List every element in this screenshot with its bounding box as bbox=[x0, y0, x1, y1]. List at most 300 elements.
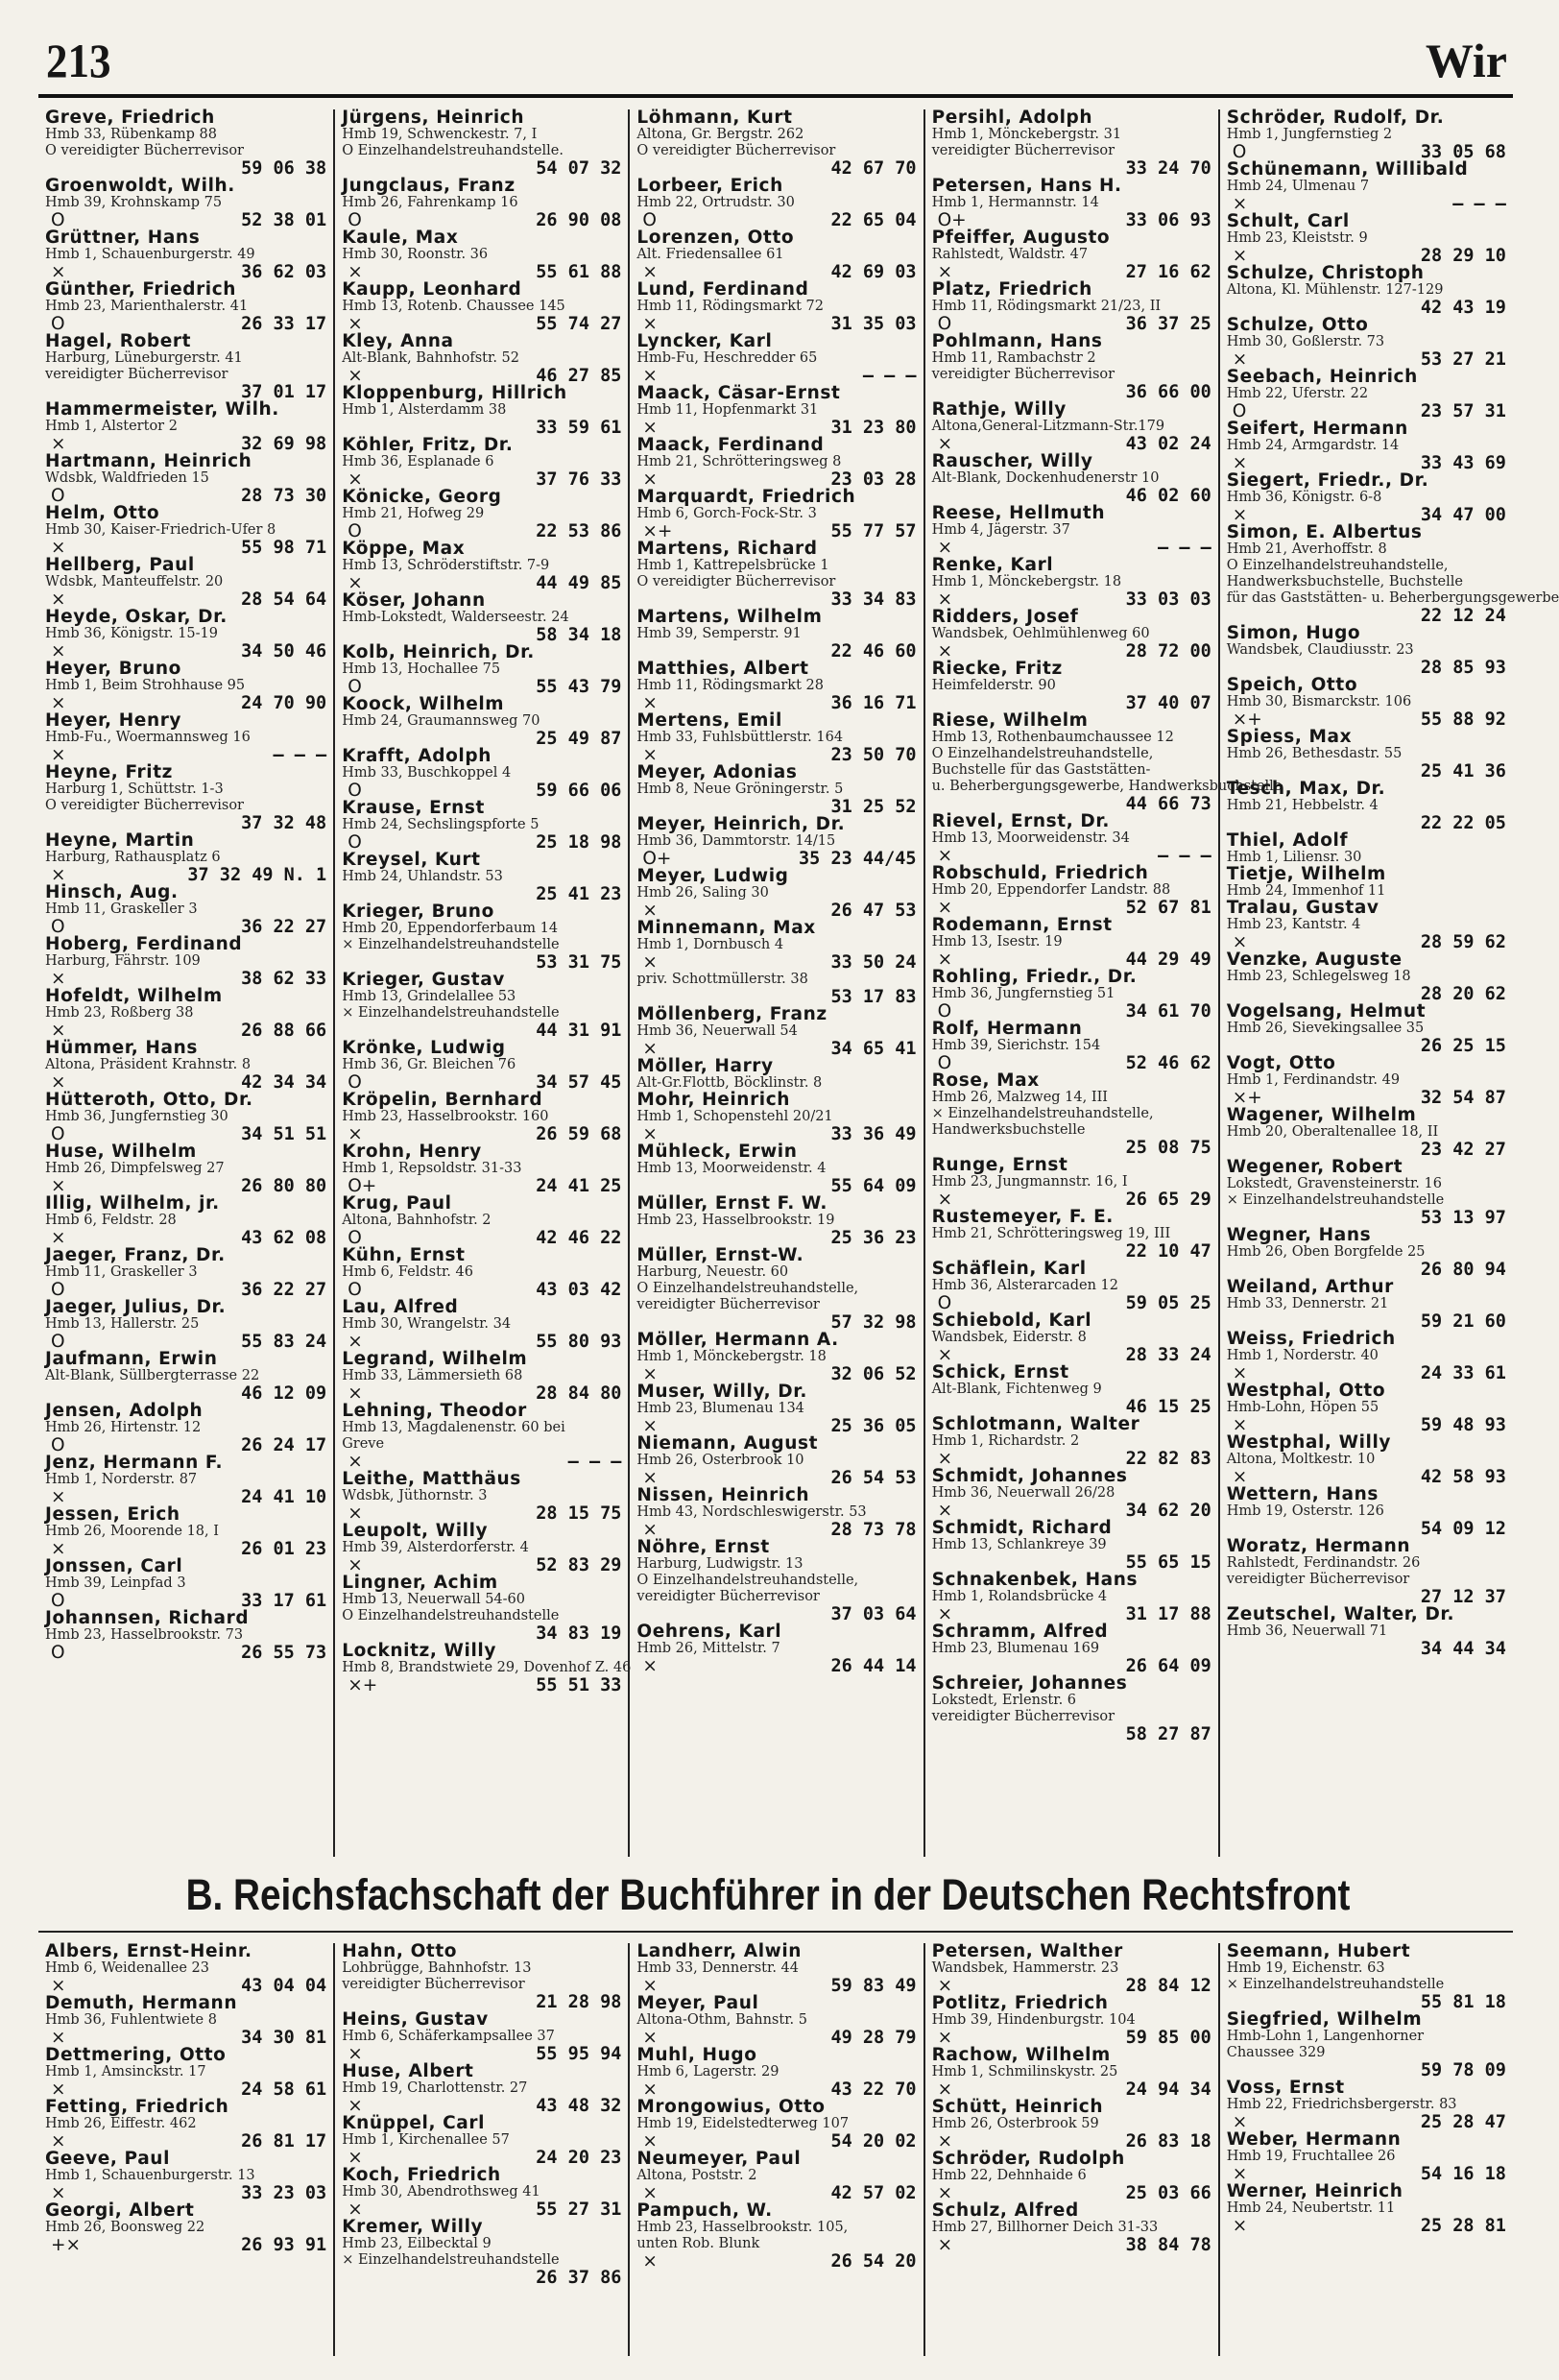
entry-name: Seebach, Heinrich bbox=[1226, 367, 1418, 387]
entry-name: Lund, Ferdinand bbox=[636, 279, 809, 300]
directory-entry bbox=[932, 813, 1211, 865]
directory-column bbox=[923, 1943, 1218, 2356]
entry-phone-line bbox=[1227, 933, 1506, 951]
directory-entry bbox=[636, 2151, 916, 2202]
entry-phone-number: 25 41 23 bbox=[536, 884, 622, 904]
entry-detail: Hmb 23, Kantstr. 4 bbox=[1226, 917, 1361, 932]
directory-entry bbox=[45, 1040, 326, 1092]
directory-entry bbox=[1227, 1943, 1506, 2011]
entry-phone-line bbox=[342, 1384, 621, 1403]
entry-phone-line bbox=[1227, 607, 1506, 625]
entry-detail: Hmb 1, Alstertor 2 bbox=[45, 419, 178, 434]
entry-phone-line bbox=[342, 1281, 621, 1299]
entry-phone-number: 27 12 37 bbox=[1420, 1587, 1506, 1607]
entry-phone-line bbox=[342, 2269, 621, 2287]
entry-phone-line bbox=[932, 2029, 1211, 2047]
entry-name: Legrand, Wilhelm bbox=[342, 1349, 528, 1369]
entry-service-mark: O bbox=[348, 521, 362, 541]
directory-entry bbox=[932, 229, 1211, 281]
entry-phone-number: 42 46 22 bbox=[536, 1228, 622, 1248]
directory-entry bbox=[636, 1332, 916, 1383]
entry-service-mark: × bbox=[937, 538, 953, 558]
entry-name: Kley, Anna bbox=[342, 331, 454, 351]
entry-phone-number: 31 17 88 bbox=[1125, 1604, 1211, 1624]
directory-entry bbox=[636, 1383, 916, 1435]
entry-name: Günther, Friedrich bbox=[45, 279, 237, 300]
directory-column bbox=[38, 109, 333, 1857]
entry-phone-line bbox=[342, 2200, 621, 2219]
entry-phone-line bbox=[45, 918, 326, 936]
entry-phone-line bbox=[636, 2080, 916, 2099]
entry-phone-number: 28 29 10 bbox=[1420, 246, 1506, 266]
entry-detail: Hmb 33, Dennerstr. 44 bbox=[636, 1960, 800, 1976]
entry-phone-number: 26 83 18 bbox=[1125, 2131, 1211, 2152]
entry-phone-line bbox=[1227, 299, 1506, 317]
entry-name: Schiebold, Karl bbox=[931, 1310, 1092, 1331]
entry-phone-line bbox=[1227, 985, 1506, 1003]
entry-detail: Hmb 36, Alsterarcaden 12 bbox=[931, 1278, 1119, 1293]
entry-detail: Hmb 13, Magdalenenstr. 60 bei bbox=[342, 1420, 565, 1435]
directory-entry bbox=[342, 229, 621, 281]
entry-phone-line bbox=[45, 1022, 326, 1040]
entry-detail: Hmb 6, Feldstr. 46 bbox=[342, 1264, 473, 1280]
entry-phone-number: 26 81 17 bbox=[241, 2131, 327, 2152]
directory-entry bbox=[45, 1610, 326, 1662]
entry-phone-line bbox=[45, 539, 326, 557]
directory-entry bbox=[342, 972, 621, 1040]
entry-phone-number: 25 08 75 bbox=[1125, 1138, 1211, 1158]
entry-name: Weiland, Arthur bbox=[1226, 1277, 1394, 1297]
entry-phone-line bbox=[1227, 1588, 1506, 1606]
entry-detail: Hmb 39, Sierichstr. 154 bbox=[931, 1038, 1101, 1053]
directory-entry bbox=[636, 2099, 916, 2151]
entry-service-mark: × bbox=[937, 2183, 953, 2203]
entry-phone-number: 23 42 27 bbox=[1420, 1140, 1506, 1160]
entry-service-mark: × bbox=[51, 2183, 66, 2203]
directory-entry bbox=[636, 1058, 916, 1092]
entry-detail: Hmb 30, Roonstr. 36 bbox=[342, 247, 489, 262]
entry-phone-number: 26 80 94 bbox=[1420, 1260, 1506, 1280]
directory-entry bbox=[342, 2167, 621, 2219]
entry-name: Reese, Hellmuth bbox=[931, 503, 1106, 523]
entry-phone-line bbox=[342, 263, 621, 281]
entry-name: Rauscher, Willy bbox=[931, 451, 1093, 471]
entry-phone-number: 25 18 98 bbox=[536, 832, 622, 853]
entry-phone-line bbox=[636, 211, 916, 229]
entry-phone-number: 42 58 93 bbox=[1420, 1467, 1506, 1487]
entry-service-mark: × bbox=[51, 745, 66, 765]
entry-detail: Harburg, Neuestr. 60 bbox=[636, 1264, 789, 1280]
entry-name: Koock, Wilhelm bbox=[342, 694, 505, 714]
entry-phone-number: 38 84 78 bbox=[1125, 2235, 1211, 2255]
entry-phone-number: 26 54 53 bbox=[830, 1468, 917, 1488]
entry-name: Mohr, Heinrich bbox=[636, 1090, 791, 1110]
directory-entry bbox=[1227, 625, 1506, 677]
directory-entry bbox=[932, 1520, 1211, 1572]
entry-service-mark: × bbox=[937, 1345, 953, 1365]
entry-name: Meyer, Paul bbox=[636, 1993, 759, 2013]
directory-entry bbox=[636, 920, 916, 972]
entry-name: Locknitz, Willy bbox=[342, 1641, 497, 1661]
entry-phone-number: 24 41 10 bbox=[241, 1487, 327, 1507]
entry-name: Siegfried, Wilhelm bbox=[1226, 2009, 1423, 2030]
entry-detail: Hmb 1, Mönckebergstr. 31 bbox=[931, 127, 1122, 142]
entry-detail: Hmb 43, Nordschleswigerstr. 53 bbox=[636, 1504, 867, 1520]
entry-detail: Hmb 39, Hindenburgstr. 104 bbox=[931, 2012, 1136, 2028]
directory-entry bbox=[45, 1995, 326, 2047]
directory-entry bbox=[342, 1195, 621, 1247]
directory-entry bbox=[45, 832, 326, 884]
entry-phone-line bbox=[342, 1624, 621, 1643]
directory-entry bbox=[1227, 2131, 1506, 2183]
entry-name: Pohlmann, Hans bbox=[931, 331, 1103, 351]
entry-detail: vereidigter Bücherrevisor bbox=[931, 367, 1115, 382]
directory-entry bbox=[342, 852, 621, 903]
entry-name: Köppe, Max bbox=[342, 539, 466, 559]
entry-service-mark: × bbox=[1232, 453, 1248, 473]
entry-phone-number: 36 22 27 bbox=[241, 1280, 327, 1300]
entry-name: Hellberg, Paul bbox=[45, 555, 195, 575]
entry-name: Hartmann, Heinrich bbox=[45, 451, 252, 471]
directory-entry bbox=[636, 385, 916, 437]
entry-phone-line bbox=[932, 795, 1211, 813]
entry-phone-line bbox=[342, 1993, 621, 2011]
entry-phone-number: 28 72 00 bbox=[1125, 641, 1211, 661]
entry-name: Marquardt, Friedrich bbox=[636, 487, 856, 507]
entry-name: Hahn, Otto bbox=[342, 1941, 458, 1961]
entry-name: Schulze, Christoph bbox=[1226, 263, 1425, 283]
entry-phone-number: 43 02 24 bbox=[1125, 434, 1211, 454]
entry-service-mark: × bbox=[642, 2131, 658, 2152]
entry-detail: Hmb 24, Armgardstr. 14 bbox=[1226, 438, 1400, 453]
entry-service-mark: × bbox=[937, 434, 953, 454]
entry-service-mark: × bbox=[937, 262, 953, 282]
entry-detail: Altona, Moltkestr. 10 bbox=[1226, 1452, 1376, 1467]
directory-entry bbox=[1227, 472, 1506, 524]
entry-phone-line bbox=[45, 383, 326, 401]
entry-name: Koch, Friedrich bbox=[342, 2165, 501, 2185]
entry-phone-line bbox=[636, 2184, 916, 2202]
entry-detail: Hmb 22, Ortrudstr. 30 bbox=[636, 195, 795, 210]
directory-entry bbox=[636, 1247, 916, 1332]
directory-column bbox=[333, 1943, 628, 2356]
entry-phone-number: 55 95 94 bbox=[536, 2044, 622, 2064]
entry-detail: Hmb 24, Ulmenau 7 bbox=[1226, 179, 1370, 194]
entry-phone-number: 28 84 80 bbox=[536, 1383, 622, 1404]
entry-detail: Wandsbek, Eiderstr. 8 bbox=[931, 1330, 1087, 1345]
entry-phone-line bbox=[1227, 710, 1506, 729]
entry-name: Simon, Hugo bbox=[1226, 623, 1361, 643]
entry-detail: vereidigter Bücherrevisor bbox=[1226, 1572, 1410, 1587]
directory-entry bbox=[45, 764, 326, 832]
directory-column bbox=[628, 109, 923, 1857]
entry-detail: Chaussee 329 bbox=[1226, 2045, 1326, 2060]
directory-entry bbox=[1227, 832, 1506, 866]
directory-entry bbox=[45, 884, 326, 936]
entry-service-mark: × bbox=[642, 1976, 658, 1996]
entry-phone-number: 36 22 27 bbox=[241, 917, 327, 937]
entry-service-mark: O bbox=[937, 1053, 952, 1073]
entry-detail: Hmb 6, Feldstr. 28 bbox=[45, 1213, 177, 1228]
entry-name: Lyncker, Karl bbox=[636, 331, 773, 351]
entry-phone-number: 25 28 47 bbox=[1420, 2112, 1506, 2132]
entry-name: Groenwoldt, Wilh. bbox=[45, 176, 235, 196]
entry-phone-line bbox=[1227, 1141, 1506, 1159]
entry-phone-number: 36 66 00 bbox=[1125, 382, 1211, 402]
entry-service-mark: O bbox=[348, 1072, 362, 1093]
entry-name: Krieger, Bruno bbox=[342, 902, 494, 922]
entry-detail: Hmb 11, Graskeller 3 bbox=[45, 1264, 198, 1280]
entry-detail: Hmb 36, Esplanade 6 bbox=[342, 454, 494, 469]
entry-phone-line bbox=[932, 1977, 1211, 1995]
entry-name: Jessen, Erich bbox=[45, 1504, 180, 1525]
entry-detail: Alt-Blank, Bahnhofstr. 52 bbox=[342, 350, 519, 366]
entry-detail: Hmb 13, Rotenb. Chaussee 145 bbox=[342, 299, 565, 314]
entry-name: Lingner, Achim bbox=[342, 1573, 498, 1593]
entry-phone-line bbox=[636, 1657, 916, 1675]
entry-phone-line bbox=[932, 1294, 1211, 1312]
directory-entry bbox=[636, 1487, 916, 1539]
entry-name: Demuth, Hermann bbox=[45, 1993, 238, 2013]
entry-service-mark: O bbox=[348, 1280, 362, 1300]
entry-phone-number: 54 20 02 bbox=[830, 2131, 917, 2152]
directory-entry bbox=[1227, 729, 1506, 781]
entry-phone-line bbox=[932, 539, 1211, 557]
directory-entry bbox=[45, 1247, 326, 1299]
entry-phone-number: 21 28 98 bbox=[536, 1992, 622, 2012]
entry-phone-line bbox=[45, 866, 326, 884]
directory-entry bbox=[342, 748, 621, 800]
directory-entry bbox=[342, 592, 621, 644]
entry-phone-line bbox=[932, 1553, 1211, 1572]
directory-entry bbox=[342, 437, 621, 489]
entry-service-mark: O bbox=[348, 1228, 362, 1248]
directory-entry bbox=[932, 401, 1211, 453]
directory-entry bbox=[636, 2202, 916, 2271]
entry-phone-number: 46 27 85 bbox=[536, 366, 622, 386]
entry-phone-number: 57 32 98 bbox=[830, 1312, 917, 1333]
entry-phone-line bbox=[636, 263, 916, 281]
entry-service-mark: × bbox=[937, 1190, 953, 1210]
entry-service-mark: × bbox=[51, 1976, 66, 1996]
entry-detail: Hmb 33, Buschkoppel 4 bbox=[342, 765, 512, 781]
entry-phone-line bbox=[932, 383, 1211, 401]
entry-name: Muser, Willy, Dr. bbox=[636, 1382, 807, 1402]
entry-name: Kremer, Willy bbox=[342, 2217, 484, 2237]
directory-entry bbox=[342, 1523, 621, 1575]
entry-name: Woratz, Hermann bbox=[1226, 1536, 1411, 1556]
entry-phone-line bbox=[342, 1125, 621, 1143]
entry-name: Krause, Ernst bbox=[342, 798, 485, 818]
directory-entry bbox=[45, 557, 326, 609]
entry-name: Schnakenbek, Hans bbox=[931, 1570, 1139, 1590]
entry-service-mark: × bbox=[642, 2251, 658, 2272]
entry-phone-number: 42 67 70 bbox=[830, 158, 917, 179]
entry-phone-line bbox=[1227, 2061, 1506, 2079]
directory-entry bbox=[342, 109, 621, 178]
entry-detail: Alt-Gr.Flottb, Böcklinstr. 8 bbox=[636, 1075, 823, 1091]
directory-entry bbox=[932, 333, 1211, 401]
directory-entry bbox=[45, 1558, 326, 1610]
entry-phone-line bbox=[1227, 402, 1506, 421]
entry-detail: Alt-Blank, Süllbergterrasse 22 bbox=[45, 1368, 260, 1383]
directory-entry bbox=[932, 969, 1211, 1021]
entry-detail: u. Beherbergungsgewerbe, Handwerksbuchstelle bbox=[931, 779, 1283, 794]
entry-phone-number: 55 61 88 bbox=[536, 262, 622, 282]
entry-phone-number: 26 44 14 bbox=[830, 1656, 917, 1676]
directory-entry bbox=[1227, 317, 1506, 369]
entry-detail: Harburg, Ludwigstr. 13 bbox=[636, 1556, 803, 1572]
directory-entry bbox=[636, 609, 916, 661]
entry-phone-line bbox=[636, 419, 916, 437]
entry-detail: Hmb 36, Gr. Bleichen 76 bbox=[342, 1057, 516, 1072]
entry-phone-number: 26 47 53 bbox=[830, 901, 917, 921]
entry-phone-line bbox=[636, 1977, 916, 1995]
entry-phone-line bbox=[636, 1177, 916, 1195]
directory-entry bbox=[932, 2047, 1211, 2099]
entry-phone-line bbox=[636, 850, 916, 868]
entry-detail: Lokstedt, Erlenstr. 6 bbox=[931, 1693, 1077, 1708]
directory-entry bbox=[45, 1943, 326, 1995]
entry-service-mark: × bbox=[937, 589, 953, 610]
entry-detail: Hmb 36, Neuerwall 26/28 bbox=[931, 1485, 1115, 1501]
entry-detail: Hmb 13, Schlankreye 39 bbox=[931, 1537, 1107, 1552]
entry-detail: Hmb 33, Rübenkamp 88 bbox=[45, 127, 217, 142]
directory-entry bbox=[1227, 1227, 1506, 1279]
entry-name: Rustemeyer, F. E. bbox=[931, 1207, 1114, 1227]
entry-phone-number: — — — bbox=[1158, 846, 1211, 866]
entry-name: Spiess, Max bbox=[1226, 727, 1353, 747]
entry-service-mark: × bbox=[348, 1383, 363, 1404]
entry-phone-number: 33 59 61 bbox=[536, 418, 622, 438]
entry-detail: vereidigter Bücherrevisor bbox=[342, 1977, 525, 1992]
entry-service-mark: × bbox=[1232, 194, 1248, 214]
entry-phone-line bbox=[636, 1521, 916, 1539]
entry-detail: Hmb 30, Bismarckstr. 106 bbox=[1226, 694, 1412, 709]
entry-detail: Harburg, Lüneburgerstr. 41 bbox=[45, 350, 243, 366]
directory-entry bbox=[932, 865, 1211, 917]
entry-phone-number: — — — bbox=[1158, 538, 1211, 558]
entry-name: Schreier, Johannes bbox=[931, 1673, 1128, 1694]
entry-detail: Hmb 26, Osterbrook 10 bbox=[636, 1453, 804, 1468]
entry-detail: Hmb 24, Sechslingspforte 5 bbox=[342, 817, 540, 832]
entry-phone-line bbox=[932, 1725, 1211, 1743]
entry-detail: Altona, Poststr. 2 bbox=[636, 2168, 757, 2183]
entry-service-mark: × bbox=[51, 2028, 66, 2048]
entry-phone-line bbox=[342, 626, 621, 644]
entry-detail: Altona-Othm, Bahnstr. 5 bbox=[636, 2012, 807, 2028]
directory-entry bbox=[342, 1641, 632, 1695]
entry-phone-number: 33 24 70 bbox=[1125, 158, 1211, 179]
entry-name: Kröpelin, Bernhard bbox=[342, 1090, 543, 1110]
entry-phone-line bbox=[932, 694, 1211, 712]
entry-phone-number: 33 17 61 bbox=[241, 1591, 327, 1611]
directory-entry bbox=[342, 489, 621, 541]
entry-detail: Hmb 23, Hasselbrookstr. 73 bbox=[45, 1627, 244, 1643]
directory-entry bbox=[636, 1006, 916, 1058]
directory-entry bbox=[932, 1312, 1211, 1364]
entry-phone-number: 55 27 31 bbox=[536, 2200, 622, 2220]
directory-entry bbox=[931, 710, 1283, 814]
entry-name: Hofeldt, Wilhelm bbox=[45, 986, 223, 1006]
entry-service-mark: × bbox=[642, 2079, 658, 2100]
entry-phone-number: 34 50 46 bbox=[241, 641, 327, 661]
entry-service-mark: × bbox=[1232, 2164, 1248, 2184]
entry-phone-line bbox=[932, 1450, 1211, 1468]
entry-name: Venzke, Auguste bbox=[1226, 950, 1403, 970]
directory-entry bbox=[45, 401, 326, 453]
entry-phone-number: 44 31 91 bbox=[536, 1021, 622, 1041]
entry-phone-line bbox=[45, 1177, 326, 1195]
entry-service-mark: × bbox=[642, 1468, 658, 1488]
entry-service-mark: × bbox=[51, 1176, 66, 1196]
entry-service-mark: × bbox=[51, 1021, 66, 1041]
entry-name: Rose, Max bbox=[931, 1070, 1040, 1091]
entry-detail: Hmb 23, Kleiststr. 9 bbox=[1226, 230, 1368, 246]
entry-phone-line bbox=[45, 1540, 326, 1558]
directory-entry bbox=[1227, 677, 1506, 729]
directory-entry bbox=[636, 437, 916, 489]
entry-service-mark: × bbox=[642, 901, 658, 921]
entry-detail: Hmb 20, Eppendorferbaum 14 bbox=[342, 921, 559, 936]
entry-phone-number: 24 20 23 bbox=[536, 2148, 622, 2168]
entry-phone-line bbox=[342, 574, 621, 592]
entry-name: Illig, Wilhelm, jr. bbox=[45, 1193, 220, 1214]
entry-service-mark: O bbox=[51, 1643, 65, 1663]
entry-phone-line bbox=[932, 1502, 1211, 1520]
entry-detail: Alt. Friedensallee 61 bbox=[636, 247, 784, 262]
entry-detail: Hmb 24, Neubertstr. 11 bbox=[1226, 2200, 1396, 2216]
entry-detail: Hmb 13, Moorweidenstr. 4 bbox=[636, 1161, 827, 1176]
directory-entry bbox=[45, 661, 326, 712]
entry-phone-number: 59 85 00 bbox=[1125, 2028, 1211, 2048]
entry-phone-number: 42 57 02 bbox=[830, 2183, 917, 2203]
entry-name: Mertens, Emil bbox=[636, 710, 782, 731]
entry-phone-number: 26 55 73 bbox=[241, 1643, 327, 1663]
entry-phone-number: 28 15 75 bbox=[536, 1503, 622, 1524]
entry-name: Werner, Heinrich bbox=[1226, 2181, 1403, 2201]
entry-detail: O Einzelhandelstreuhandstelle bbox=[342, 1608, 560, 1623]
entry-phone-number: 28 85 93 bbox=[1420, 658, 1506, 678]
entry-name: Rathje, Willy bbox=[931, 399, 1067, 420]
directory-entry bbox=[636, 1995, 916, 2047]
entry-phone-line bbox=[636, 746, 916, 764]
directory-column bbox=[38, 1943, 333, 2356]
directory-entry bbox=[342, 1575, 621, 1643]
entry-phone-number: 37 40 07 bbox=[1125, 693, 1211, 713]
entry-service-mark: O bbox=[937, 1293, 952, 1313]
directory-entry bbox=[342, 2115, 621, 2167]
entry-detail: Hmb 33, Lämmersieth 68 bbox=[342, 1368, 523, 1383]
directory-entry bbox=[932, 661, 1211, 712]
directory-entry bbox=[45, 609, 326, 661]
entry-name: Müller, Ernst-W. bbox=[636, 1245, 804, 1265]
entry-phone-line bbox=[636, 367, 916, 385]
entry-detail: Hmb 4, Jägerstr. 37 bbox=[931, 522, 1070, 538]
entry-detail: Hmb 11, Hopfenmarkt 31 bbox=[636, 402, 819, 418]
entry-phone-line bbox=[932, 211, 1211, 229]
directory-entry bbox=[636, 333, 916, 385]
entry-phone-line bbox=[1227, 814, 1506, 832]
entry-phone-number: 49 28 79 bbox=[830, 2028, 917, 2048]
entry-name: Heyer, Bruno bbox=[45, 659, 181, 679]
entry-phone-number: 33 03 03 bbox=[1125, 589, 1211, 610]
running-head: Wir bbox=[1425, 34, 1507, 87]
entry-detail: Hmb 13, Moorweidenstr. 34 bbox=[931, 830, 1130, 846]
directory-entry bbox=[932, 1468, 1211, 1520]
entry-phone-line bbox=[636, 902, 916, 920]
directory-entry bbox=[342, 1247, 621, 1299]
